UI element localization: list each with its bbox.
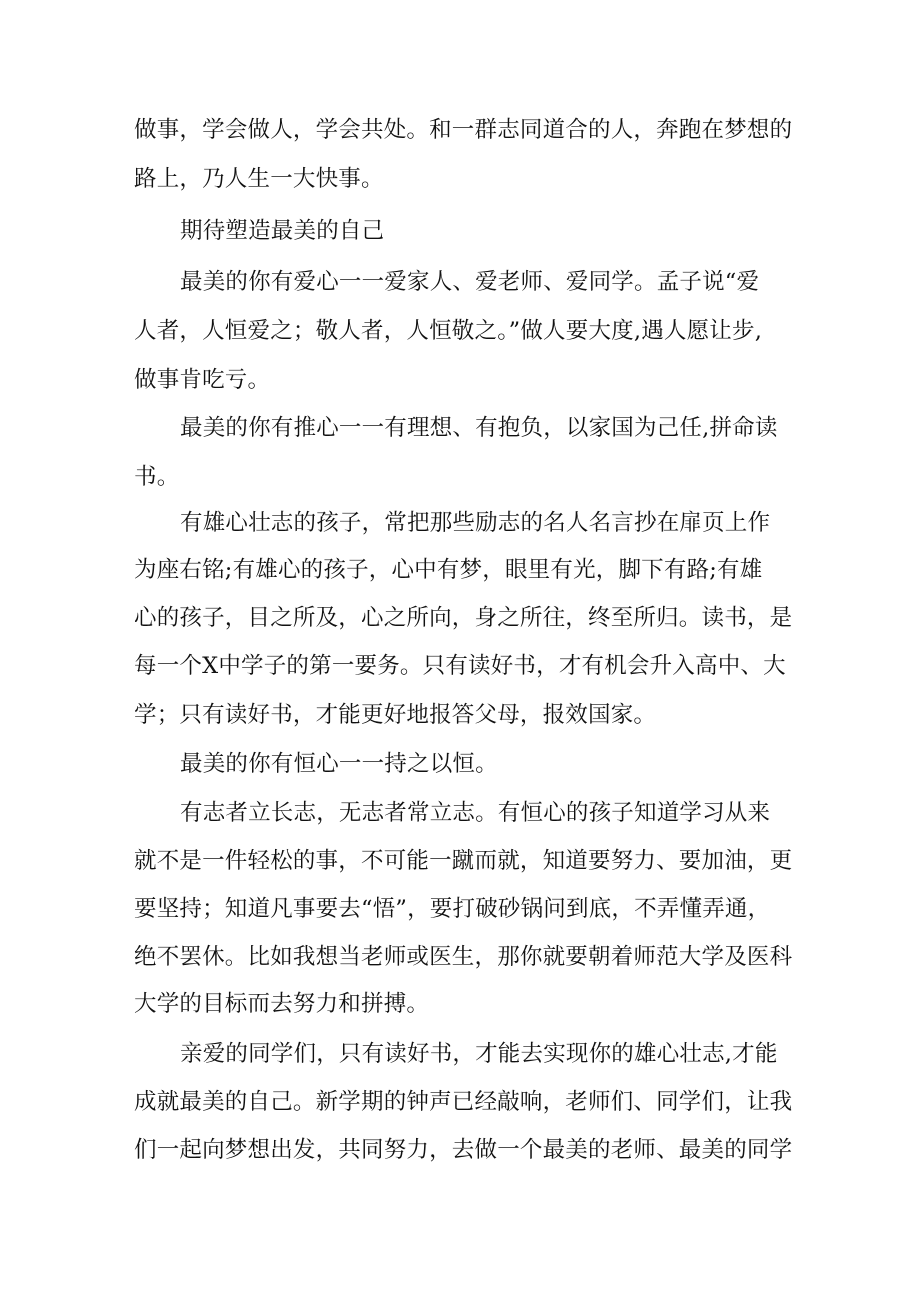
text-line-10: 为座右铭;有雄心的孩子，心中有梦，眼里有光，脚下有路;有雄 <box>134 557 763 583</box>
section-heading: 期待塑造最美的自己 <box>180 218 385 244</box>
text-line-9: 有雄心壮志的孩子，常把那些励志的名人名言抄在扉页上作 <box>180 510 771 536</box>
text-line-18: 绝不罢休。比如我想当老师或医生，那你就要朝着师范大学及医科 <box>134 944 793 970</box>
text-line-19: 大学的目标而去努力和拼搏。 <box>134 991 430 1017</box>
text-line-11: 心的孩子，目之所及，心之所向，身之所往，终至所归。读书，是 <box>134 605 793 631</box>
text-line-7: 最美的你有推心一一有理想、有抱负，以家国为己任,拼命读 <box>180 415 778 441</box>
text-line-8: 书。 <box>134 464 180 490</box>
text-line-16: 就不是一件轻松的事，不可能一蹴而就，知道要努力、要加油，更 <box>134 848 793 874</box>
text-line-13: 学；只有读好书，才能更好地报答父母，报效国家。 <box>134 702 657 728</box>
text-line-15: 有志者立长志，无志者常立志。有恒心的孩子知道学习从来 <box>180 800 771 826</box>
text-line-21: 成就最美的自己。新学期的钟声已经敲响，老师们、同学们，让我 <box>134 1089 793 1115</box>
text-line-4: 最美的你有爱心一一爱家人、爱老师、爱同学。孟子说“爱 <box>180 269 760 295</box>
text-line-2: 路上，乃人生一大快事。 <box>134 166 384 192</box>
text-line-22: 们一起向梦想出发，共同努力，去做一个最美的老师、最美的同学 <box>134 1137 793 1163</box>
text-line-5: 人者，人恒爱之；敬人者，人恒敬之。”做人要大度,遇人愿让步, <box>134 318 763 344</box>
text-line-14: 最美的你有恒心一一持之以恒。 <box>180 751 498 777</box>
text-line-1: 做事，学会做人，学会共处。和一群志同道合的人，奔跑在梦想的 <box>134 117 793 143</box>
text-line-6: 做事肯吃亏。 <box>134 367 271 393</box>
text-line-17: 要坚持；知道凡事要去“悟”，要打破砂锅问到底，不弄懂弄通， <box>134 896 771 922</box>
text-line-20: 亲爱的同学们，只有读好书，才能去实现你的雄心壮志,才能 <box>180 1041 778 1067</box>
text-line-12: 每一个X中学子的第一要务。只有读好书，才有机会升入高中、大 <box>134 653 786 679</box>
